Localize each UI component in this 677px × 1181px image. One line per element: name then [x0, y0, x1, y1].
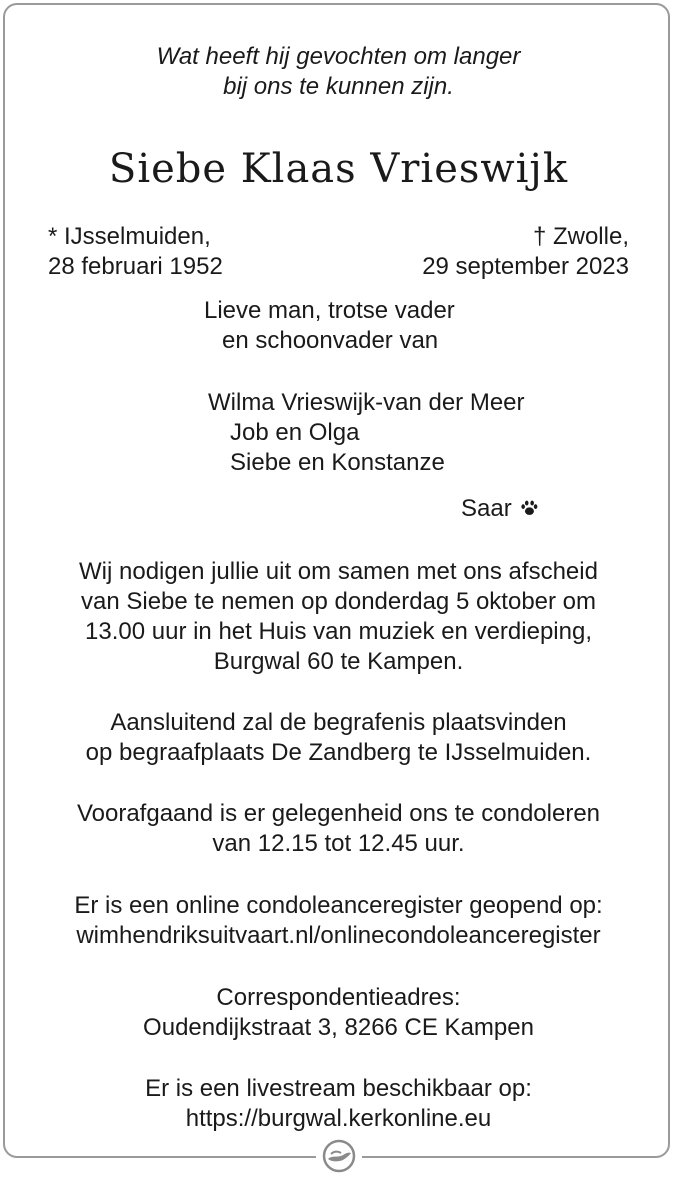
family-child: Job en Olga — [230, 419, 360, 446]
correspondence-address: Oudendijkstraat 3, 8266 CE Kampen — [143, 1014, 534, 1041]
publisher-logo — [316, 1138, 362, 1174]
invitation-line: Wij nodigen jullie uit om samen met ons afscheid — [79, 558, 598, 585]
relation-line-2: en schoonvader van — [222, 327, 439, 354]
death-date: 29 september 2023 — [422, 253, 629, 280]
online-register-line: Er is een online condoleanceregister geopend op: — [74, 892, 603, 919]
death-place: † Zwolle, — [532, 223, 629, 250]
invitation-line: 13.00 uur in het Huis van muziek en verdieping, — [85, 618, 592, 645]
paw-icon — [520, 499, 538, 517]
birth-place: * IJsselmuiden, — [48, 223, 211, 250]
livestream-line: Er is een livestream beschikbaar op: — [145, 1075, 532, 1102]
quote-line-1: Wat heeft hij gevochten om langer — [156, 43, 521, 70]
relation-line-1: Lieve man, trotse vader — [204, 297, 455, 324]
burial-line: Aansluitend zal de begrafenis plaatsvinden — [110, 709, 567, 736]
family-pet — [461, 494, 538, 524]
invitation-line: van Siebe te nemen op donderdag 5 oktober om — [80, 588, 597, 615]
condolence-line: van 12.15 tot 12.45 uur. — [212, 830, 465, 857]
invitation-line: Burgwal 60 te Kampen. — [213, 648, 464, 675]
burial-line: op begraafplaats De Zandberg te IJsselmuiden. — [85, 739, 592, 766]
quote-line-2: bij ons te kunnen zijn. — [223, 73, 454, 100]
pet-name: Saar — [461, 495, 512, 522]
deceased-name: Siebe Klaas Vrieswijk — [108, 146, 569, 192]
birth-date: 28 februari 1952 — [48, 253, 223, 280]
online-register-url[interactable]: wimhendriksuitvaart.nl/onlinecondoleanceregister — [76, 922, 601, 949]
condolence-line: Voorafgaand is er gelegenheid ons te condoleren — [76, 800, 601, 827]
hand-logo-icon — [316, 1138, 362, 1174]
correspondence-label: Correspondentieadres: — [216, 984, 461, 1011]
livestream-url[interactable]: https://burgwal.kerkonline.eu — [185, 1105, 492, 1132]
family-child: Siebe en Konstanze — [230, 449, 445, 476]
family-spouse: Wilma Vrieswijk-van der Meer — [208, 389, 525, 416]
